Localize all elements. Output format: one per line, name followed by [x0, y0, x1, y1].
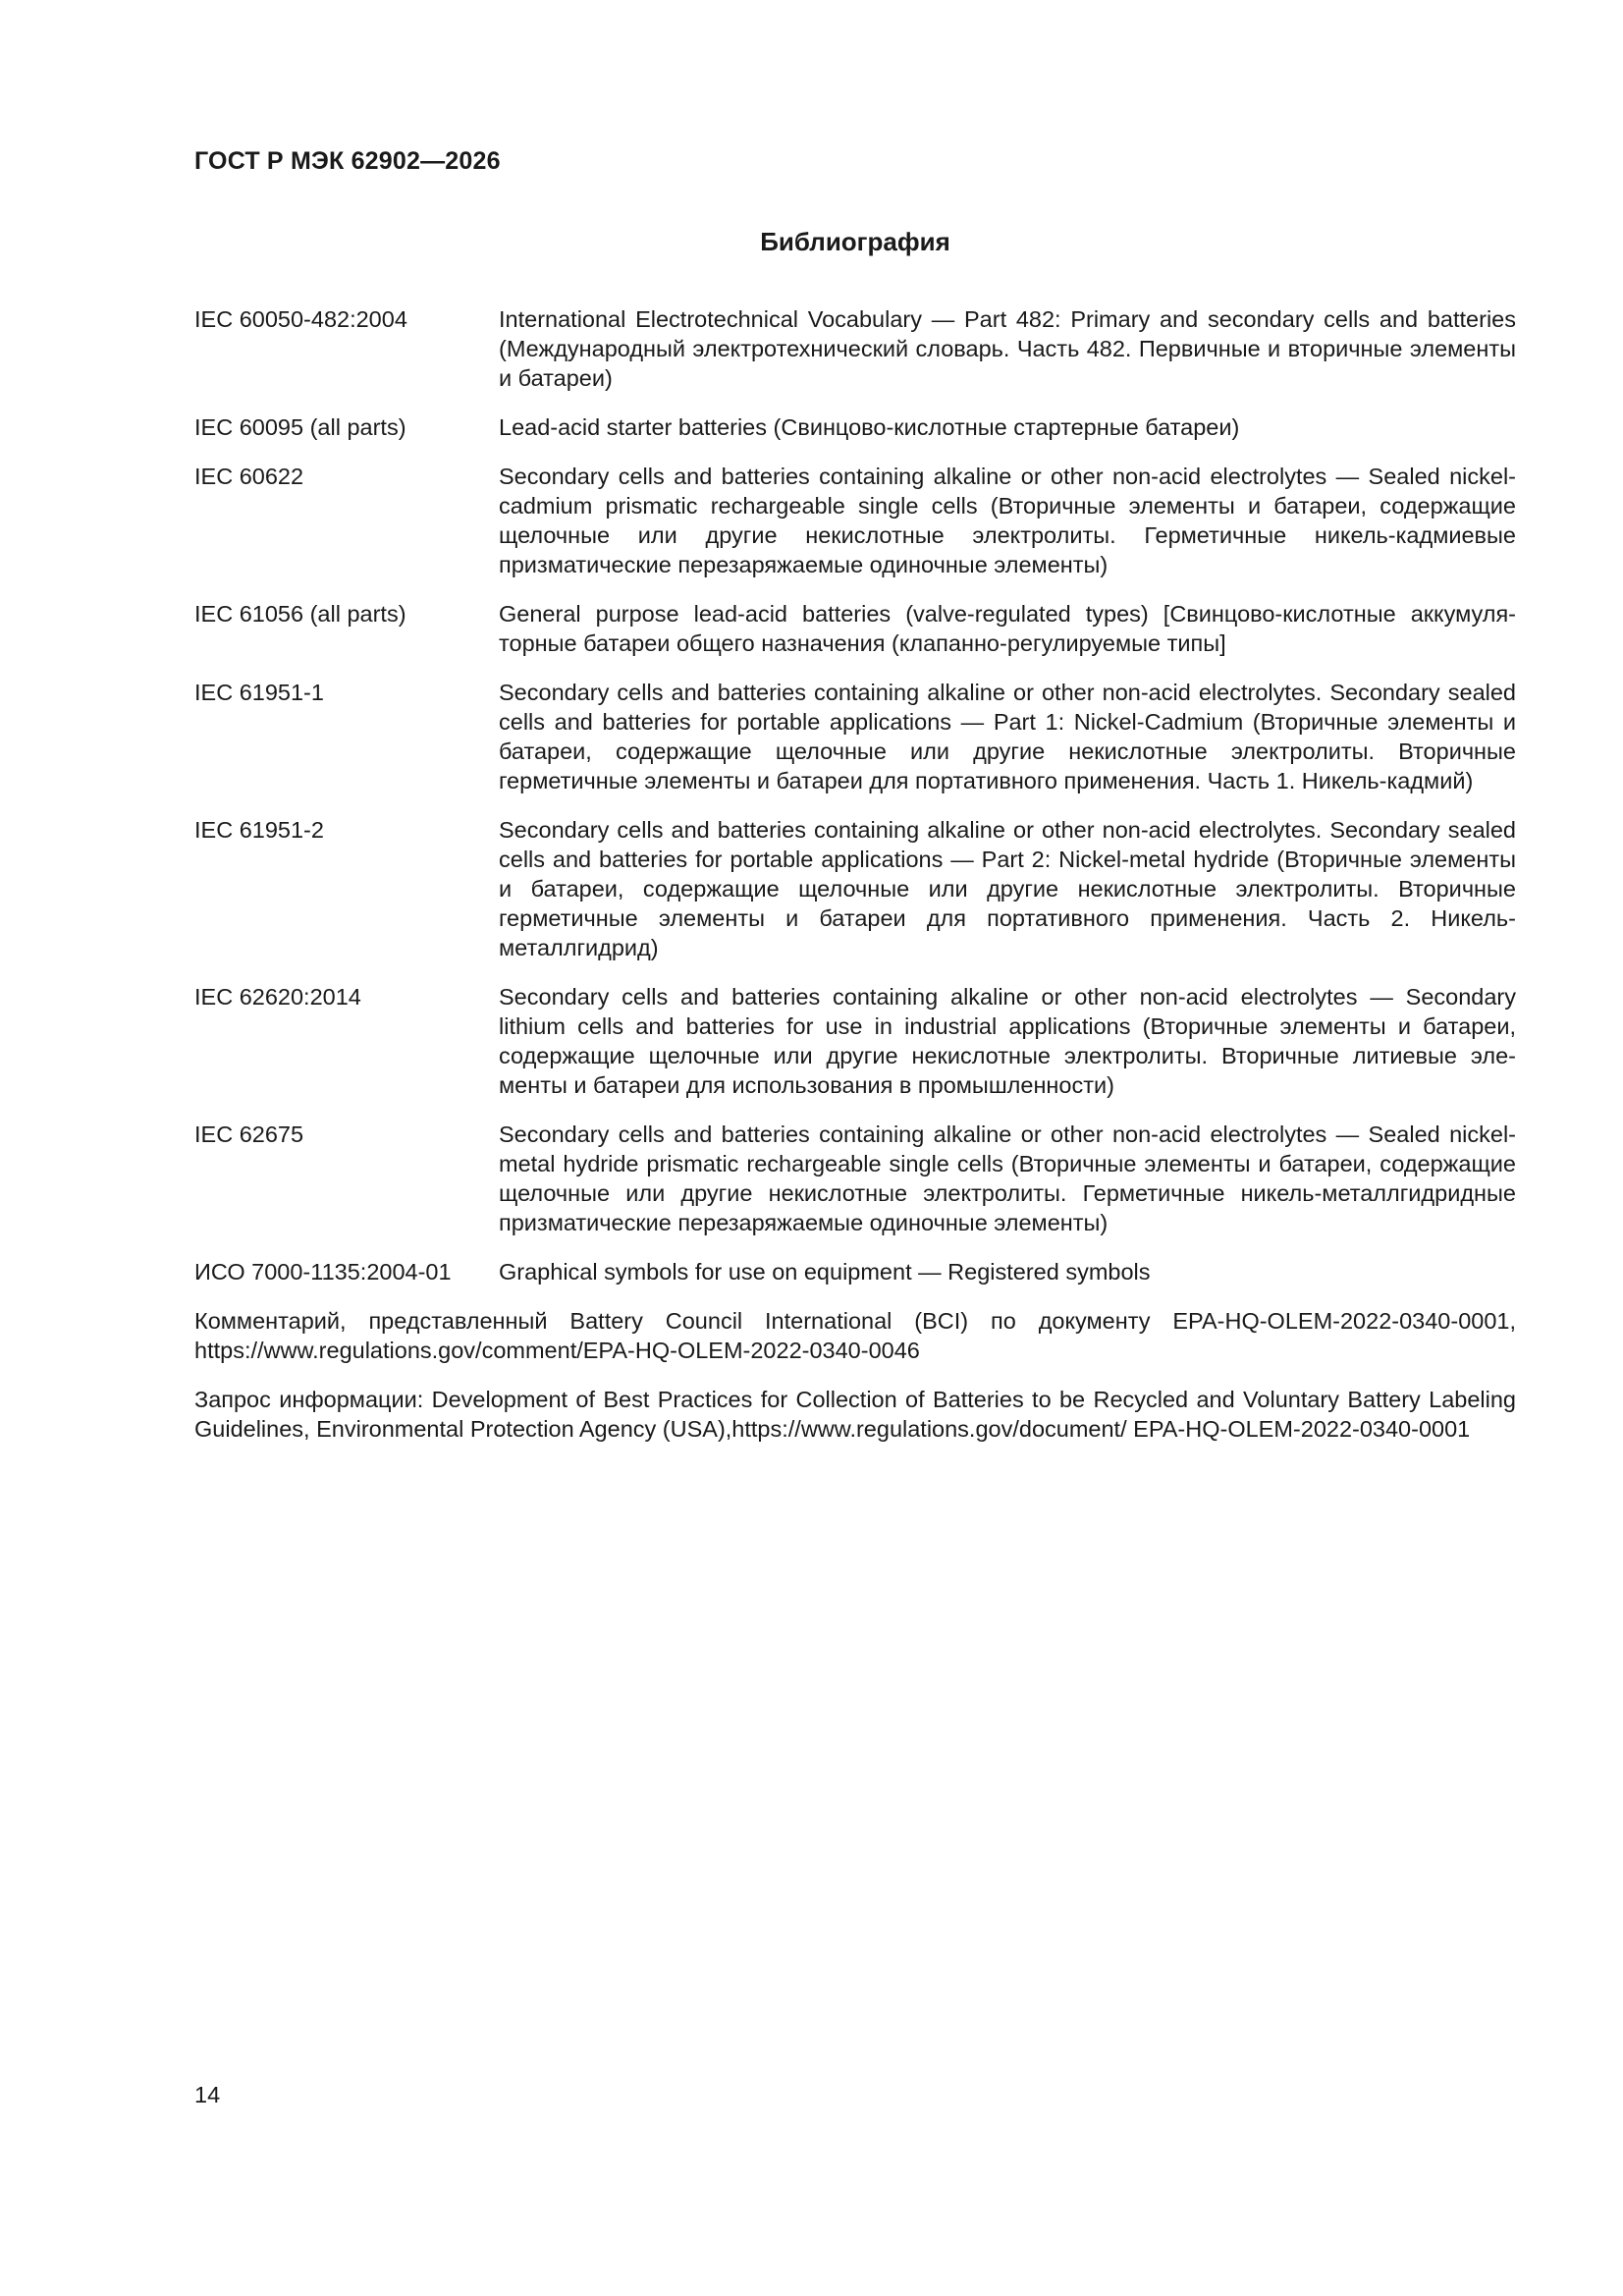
- entry-title: Secondary cells and batteries containing alkaline or other non-acid electrolytes — Sealed nickel-metal hydride prismatic rechargeable single cells (Вторичные элементы и батареи, содержащие щелочные или другие некислотные электролиты. Герметичные никель-металлгидридные призматические перезаряжаемые одиночные элементы): [499, 1121, 1516, 1235]
- entry-code: IEC 61056 (all parts): [194, 601, 406, 627]
- bibliography-entry: [194, 982, 1516, 1100]
- bibliography-title: Библиография: [760, 227, 950, 256]
- entry-title: Secondary cells and batteries containing alkaline or other non-acid electrolytes. Secondary sealed cells and batteries for portable applications — Part 1: Nickel-Cadmium (Вторичные элементы и батареи, содержащие щелочные или другие некислотные электролиты. Вторичные герметичные элементы и батареи для портативного применения. Часть 1. Никель-кадмий): [499, 680, 1516, 793]
- entry-title: Lead-acid starter batteries (Свинцово-кислотные стартерные батареи): [499, 414, 1240, 440]
- entry-title: General purpose lead-acid batteries (valve-regulated types) [Свинцово-кислотные аккумуляторные батареи общего назначения (клапанно-регулируемые типы]: [499, 601, 1516, 656]
- document-header-id: ГОСТ Р МЭК 62902—2026: [194, 147, 501, 175]
- entry-code: IEC 62675: [194, 1121, 304, 1147]
- bibliography-note-request: Запрос информации: Development of Best Practices for Collection of Batteries to be Recycled and Voluntary Battery Labeling Guidelines, Environmental Protection Agency (USA),https://www.regulations.gov/document/ EPA-HQ-OLEM-2022-0340-0001: [194, 1387, 1516, 1442]
- bibliography-entry: [194, 599, 1516, 658]
- entry-code: IEC 60095 (all parts): [194, 414, 406, 440]
- bibliography-entry: [194, 304, 1516, 393]
- entry-code: ИСО 7000-1135:2004-01: [194, 1259, 452, 1285]
- entry-code: IEC 60622: [194, 464, 304, 489]
- bibliography-note-comment: Комментарий, представленный Battery Council International (BCI) по документу EPA-HQ-OLEM-2022-0340-0001, https://www.regulations.gov/comment/EPA-HQ-OLEM-2022-0340-0046: [194, 1308, 1516, 1363]
- bibliography-list: [194, 304, 1516, 1463]
- entry-code: IEC 62620:2014: [194, 984, 361, 1010]
- entry-title: Graphical symbols for use on equipment — Registered symbols: [499, 1259, 1151, 1285]
- bibliography-entry: [194, 462, 1516, 579]
- bibliography-entry: [194, 412, 1516, 442]
- entry-code: IEC 60050-482:2004: [194, 306, 407, 332]
- entry-code: IEC 61951-2: [194, 817, 324, 843]
- entry-title: Secondary cells and batteries containing alkaline or other non-acid electrolytes. Secondary sealed cells and batteries for portable applications — Part 2: Nickel-metal hydride (Вторичные элементы и батареи, содержащие щелочные или другие некислотные электролиты. Вторичные герметичные элементы и батареи для портативного применения. Часть 2. Никель-металлгидрид): [499, 817, 1516, 960]
- page-number: 14: [194, 2082, 221, 2107]
- bibliography-entry: [194, 1120, 1516, 1237]
- entry-code: IEC 61951-1: [194, 680, 324, 705]
- entry-title: Secondary cells and batteries containing alkaline or other non-acid electrolytes — Sealed nickel-cadmium prismatic rechargeable single cells (Вторичные элементы и батареи, содержащие щелочные или другие некислотные электролиты. Герметичные никель-кадмиевые призматические перезаряжаемые одиночные элементы): [499, 464, 1516, 577]
- bibliography-entry: [194, 1257, 1516, 1286]
- entry-title: International Electrotechnical Vocabulary — Part 482: Primary and secondary cells and batteries (Международный электротехнический словарь. Часть 482. Первичные и вторичные элементы и батареи): [499, 306, 1516, 391]
- entry-title: Secondary cells and batteries containing alkaline or other non-acid electrolytes — Secondary lithium cells and batteries for use in industrial applications (Вторичные элементы и батареи, содержащие щелочные или другие некислотные электролиты. Вторичные литиевые элементы и батареи для использования в промышленности): [499, 984, 1516, 1098]
- bibliography-entry: [194, 815, 1516, 962]
- bibliography-entry: [194, 678, 1516, 795]
